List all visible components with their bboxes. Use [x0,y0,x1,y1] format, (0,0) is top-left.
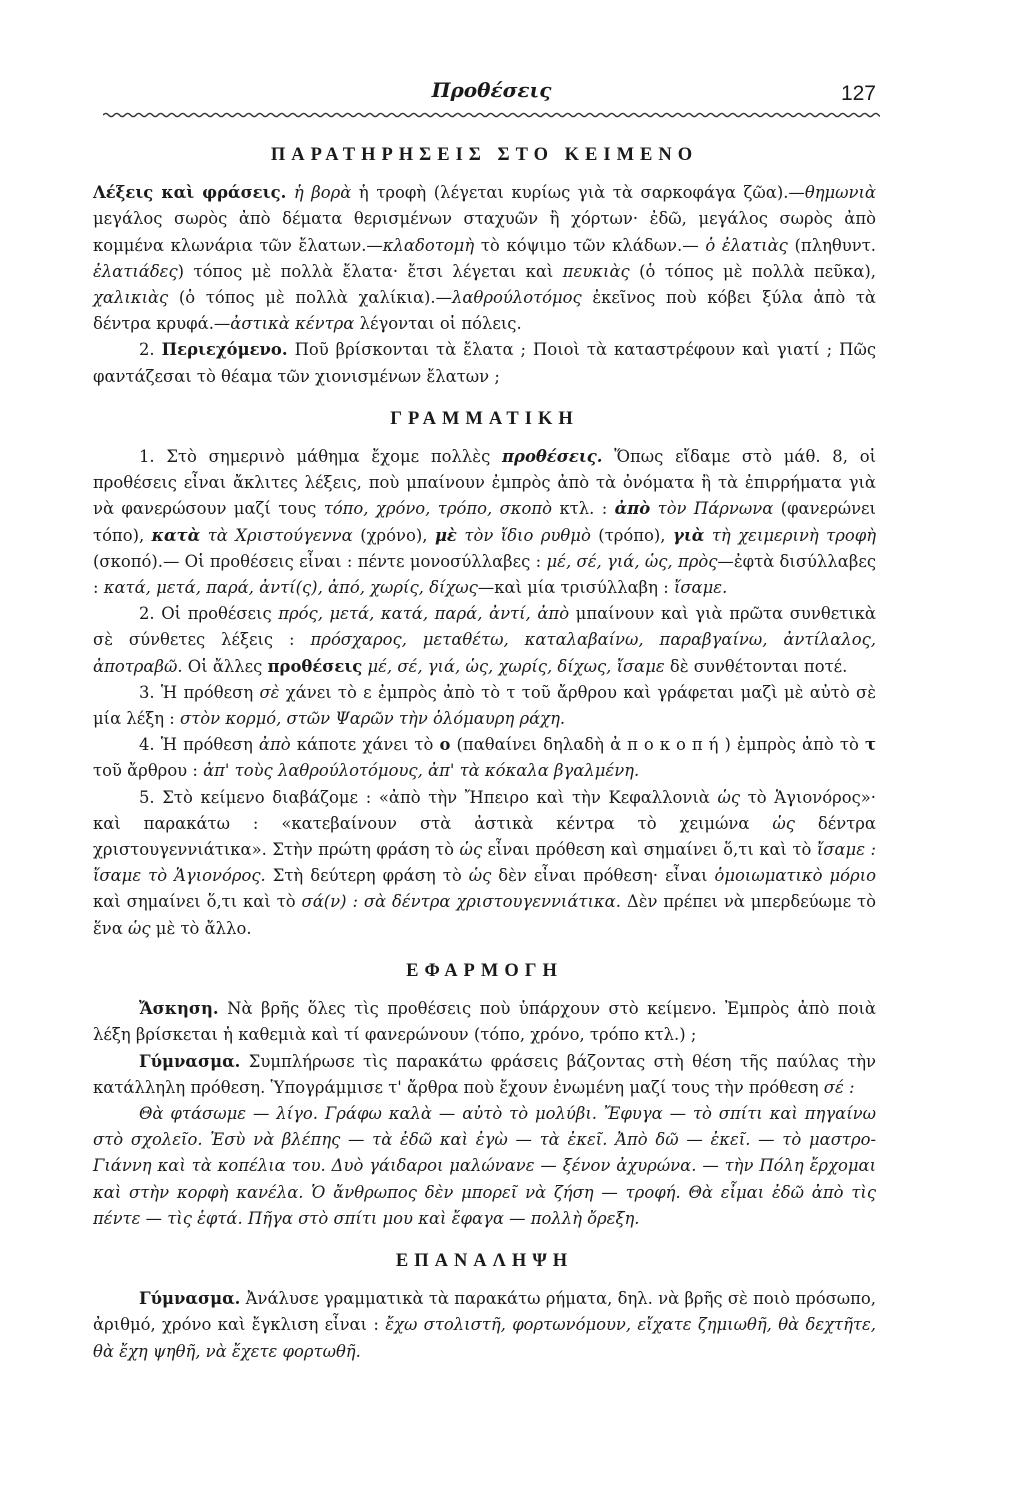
section-heading-observations: ΠΑΡΑΤΗΡΗΣΕΙΣ ΣΤΟ ΚΕΙΜΕΝΟ [270,145,699,165]
text-run: προθέσεις. [502,447,603,467]
text-run: (τρόπο), [590,525,673,545]
text-run: μπαίνουν καὶ γιὰ πρῶτα συνθετικὰ σὲ σύνθετες λέξεις : [93,604,876,650]
text-run: Γύμνασμα. [139,1289,241,1309]
text-run: κάποτε χάνει τὸ [290,735,440,755]
text-run: —καὶ μία τρισύλλαβη : [477,578,674,598]
text-run: λέγονται οἱ πόλεις. [354,314,522,334]
text-run: ἀπὸ [614,499,651,519]
text-run: (ὁ τόπος μὲ πολλὰ πεῦκα), [629,261,876,281]
paragraph-drill-sentences [93,1101,876,1232]
text-run: κτλ. : [552,499,615,519]
text-run: 3. Ἡ πρόθεση [139,682,260,702]
text-run: Ἄσκηση. [139,999,219,1019]
paragraph-vocabulary [93,180,876,337]
paragraph-drill [93,1049,876,1101]
text-run: Γύμνασμα. [139,1051,241,1071]
text-run: Ποῦ βρίσκονται τὰ ἔλατα ; Ποιοὶ τὰ καταστρέφουν καὶ γιατί ; Πῶς φαντάζεσαι τὸ θέαμα τῶν χιονισμένων ἔλατων ; [93,340,876,386]
text-run: κατά, μετά, παρά, ἀντί(ς), ἀπό, χωρίς, δίχως [103,578,478,598]
text-run: γιὰ [673,525,705,545]
text-run: τόπο, χρόνο, τρόπο, σκοπὸ [323,499,553,519]
text-run: στὸν κορμό, στῶν Ψαρῶν τὴν ὁλόμαυρη ράχη. [180,709,566,729]
text-run: (πληθυντ. [787,235,876,255]
text-run [286,183,294,202]
text-run: δέντρα χριστουγεννιάτικα». Στὴν πρώτη φράση τὸ [93,813,876,860]
text-run: Στὴ δεύτερη φράση τὸ [265,866,469,886]
text-run: ο [439,735,451,755]
text-run: μεγάλος σωρὸς ἀπὸ δέματα θερισμένων σταχυῶν ἢ χόρτων· ἐδῶ, μεγάλος σωρὸς ἀπὸ κομμένα κλωνάρια τῶν ἔλατων.— [93,209,876,255]
text-run: χάνει τὸ ε ἐμπρὸς ἀπὸ τὸ τ τοῦ ἄρθρου καὶ γράφεται μαζὶ μὲ αὐτὸ σὲ μία λέξη : [93,682,876,729]
text-run: πευκιὰς [562,261,630,281]
text-run: κλαδοτομὴ [382,235,475,255]
text-run: (ὁ τόπος μὲ πολλὰ χαλίκια).— [168,288,453,308]
text-run: Οἱ ἄλλες [182,656,268,676]
text-run: τὸν ἴδιο ρυθμὸ [464,525,591,545]
text-run: μέ, σέ, γιά, ὡς, πρὸς [546,551,718,571]
text-run: δὲ συνθέτονται ποτέ. [664,656,848,676]
text-run: ὁ ἐλατιὰς [705,235,788,255]
text-run: ἐκεῖνος ποὺ κόβει ξύλα ἀπὸ τὰ δέντρα κρυφά.— [93,288,876,334]
text-run: 5. Στὸ κείμενο διαβάζομε : «ἀπὸ τὴν Ἤπειρο καὶ τὴν Κεφαλλονιὰ [139,787,718,807]
paragraph-grammar-3 [93,680,876,732]
paragraph-grammar-2 [93,601,876,680]
text-run: 1. Στὸ σημερινὸ μάθημα ἔχομε πολλὲς [139,447,503,467]
text-run: ὡς [772,813,795,833]
text-run: (χρόνο), [352,525,435,545]
text-run: πρόσχαρος, μεταθέτω, καταλαβαίνω, παραβγαίνω, ἀντίλαλος, ἀποτραβῶ. [93,630,876,676]
text-run: ) ἐμπρὸς ἀπὸ τὸ [724,735,865,755]
text-run [200,526,207,545]
paragraph-grammar-4 [93,732,876,784]
text-run: ὡς [128,918,151,938]
text-run: μέ, σέ, γιά, ὡς, χωρίς, δίχως, ἴσαμε [367,656,665,676]
text-run: 2. [139,340,162,360]
text-run: τὰ Χριστούγεννα [207,525,353,545]
text-run: ἀπὸ [258,735,291,755]
paragraph-review-drill [93,1286,876,1365]
text-run: Ἀνάλυσε γραμματικὰ τὰ παρακάτω ρήματα, δηλ. νὰ βρῆς σὲ ποιὸ πρόσωπο, ἀριθμό, χρόνο καὶ ἔγκλιση εἶναι : [93,1289,876,1335]
paragraph-grammar-1 [93,444,876,601]
text-run: τοῦ ἄρθρου : [93,761,204,781]
text-run: θημωνιὰ [804,183,876,203]
text-run: μὲ τὸ ἄλλο. [150,918,252,938]
section-heading-grammar: ΓΡΑΜΜΑΤΙΚΗ [390,408,579,429]
text-run [650,499,657,518]
text-run: κατὰ [151,525,201,545]
main-content [93,140,876,1365]
text-run: Ὅπως εἴδαμε στὸ μάθ. 8, οἱ προθέσεις εἶναι ἄκλιτες λέξεις, ποὺ μπαίνουν ἐμπρὸς ἀπὸ τὰ ὀνόματα ἢ τὰ ἐπιρρήματα γιὰ νὰ φανερώσουν μαζί τους [93,447,876,519]
text-run: ἀπ' τοὺς λαθρούλοτόμους, ἀπ' τὰ κόκαλα βγαλμένη. [203,761,640,781]
text-run: Λέξεις καὶ φράσεις. [93,183,287,203]
text-run: ὁμοιωματικὸ μόριο [714,866,876,886]
section-heading-review: ΕΠΑΝΑΛΗΨΗ [395,1250,574,1271]
text-run: τὸν Πάρνωνα [657,499,774,519]
paragraph-grammar-5 [93,785,876,942]
text-run: Νὰ βρῆς ὅλες τὶς προθέσεις ποὺ ὑπάρχουν στὸ κείμενο. Ἐμπρὸς ἀπὸ ποιὰ λέξη βρίσκεται ἡ καθεμιὰ καὶ τί φανερώνουν (τόπο, χρόνο, τρόπο κτλ.) ; [93,999,876,1045]
text-run: σὲ [259,682,280,702]
text-run: (σκοπό).— Οἱ προθέσεις εἶναι : πέντε μονοσύλλαβες : [93,551,547,571]
text-run: ὡς [468,866,492,886]
text-run: ἐλατιάδες [93,261,178,281]
text-run: ἀποκοπή [610,735,725,755]
text-run: καὶ σημαίνει ὅ,τι καὶ τὸ [93,892,302,912]
text-run: χαλικιὰς [93,288,169,308]
text-run: ὡς [459,840,482,860]
text-run: 2. Οἱ προθέσεις [139,604,279,624]
text-run: Δὲν πρέπει νὰ μπερδεύωμε τὸ ἕνα [93,892,876,938]
text-run: λαθρούλοτόμος [452,288,582,308]
text-run [704,526,711,545]
text-run: σά(ν) : σὰ δέντρα χριστουγεννιάτικα. [301,892,621,912]
text-run: Περιεχόμενο. [161,340,288,360]
text-run: ἔχω στολιστῆ, φορτωνόμουν, εἴχατε ζημιωθῆ, θὰ δεχτῆτε, θὰ ἔχη ψηθῆ, νὰ ἔχετε φορτωθῆ. [93,1315,877,1361]
text-run: εἶναι πρόθεση καὶ σημαίνει ὅ,τι καὶ τὸ [482,840,817,860]
paragraph-content-questions [93,337,876,389]
text-run: ὡς [717,787,741,807]
section-heading-application: ΕΦΑΡΜΟΓΗ [406,960,563,981]
text-run: ἀστικὰ κέντρα [230,314,355,334]
text-run: (φανερώνει τόπο), [93,499,876,545]
running-title: Προθέσεις [431,78,552,102]
text-run: 4. Ἡ πρόθεση [139,735,259,755]
text-run: τ [864,735,876,755]
text-run: δὲν εἶναι πρόθεση· εἶναι [491,866,715,886]
wavy-rule [103,108,880,122]
text-run: πρός, μετά, κατά, παρά, ἀντί, ἀπὸ [278,604,570,624]
text-run: τὸ κόψιμο τῶν κλάδων.— [474,235,706,255]
text-run: Θὰ φτάσωμε — λίγο. Γράφω καλὰ — αὐτὸ τὸ μολύβι. Ἔφυγα — τὸ σπίτι καὶ πηγαίνω στὸ σχολεῖο. Ἐσὺ νὰ βλέπης — τὰ ἐδῶ καὶ ἐγὼ — τὰ ἐκεῖ. Ἀπὸ δῶ — ἐκεῖ. — τὸ μαστρο-Γιάννη καὶ τὰ κοπέλια του. Δυὸ γάιδαροι μαλώνανε — ξένον ἀχυρώνα. — τὴν Πόλη ἔρχομαι καὶ στὴν κορφὴ κανέλα. Ὁ ἄνθρωπος δὲν μπορεῖ νὰ ζήση — τροφή. Θὰ εἶμαι ἐδῶ ἀπὸ τὶς πέντε — τὶς ἑφτά. Πῆγα στὸ σπίτι μου καὶ ἔφαγα — πολλὴ ὄρεξη. [93,1103,876,1228]
text-run: (παθαίνει δηλαδὴ [450,735,611,755]
text-run: ἴσαμε. [673,578,728,598]
text-run: ἴσαμε : ἴσαμε τὸ Ἁγιονόρος. [93,840,876,886]
text-run: τὴ χειμερινὴ τροφὴ [711,525,877,545]
text-run: τὸ Ἁγιονόρος»· καὶ παρακάτω : «κατεβαίνουν στὰ ἀστικὰ κέντρα τὸ χειμώνα [93,787,876,833]
text-run: μὲ [434,525,457,545]
text-run: ) τόπος μὲ πολλὰ ἔλατα· ἔτσι λέγεται καὶ [177,261,563,281]
page-number: 127 [840,82,876,105]
text-run: προθέσεις [267,656,363,676]
paragraph-exercise [93,996,876,1048]
text-run: ἡ τροφὴ (λέγεται κυρίως γιὰ τὰ σαρκοφάγα ζῶα).— [351,183,805,203]
text-run: —ἐφτὰ δισύλλαβες : [93,551,876,598]
page-header [103,72,880,122]
text-run: σέ : [823,1077,855,1097]
text-run: ἡ βορὰ [293,183,352,203]
text-run: Συμπλήρωσε τὶς παρακάτω φράσεις βάζοντας στὴ θέση τῆς παύλας τὴν κατάλληλη πρόθεση. Ὑπογράμμισε τ' ἄρθρα ποὺ ἔχουν ἐνωμένη μαζί τους τὴν πρόθεση [93,1051,876,1097]
